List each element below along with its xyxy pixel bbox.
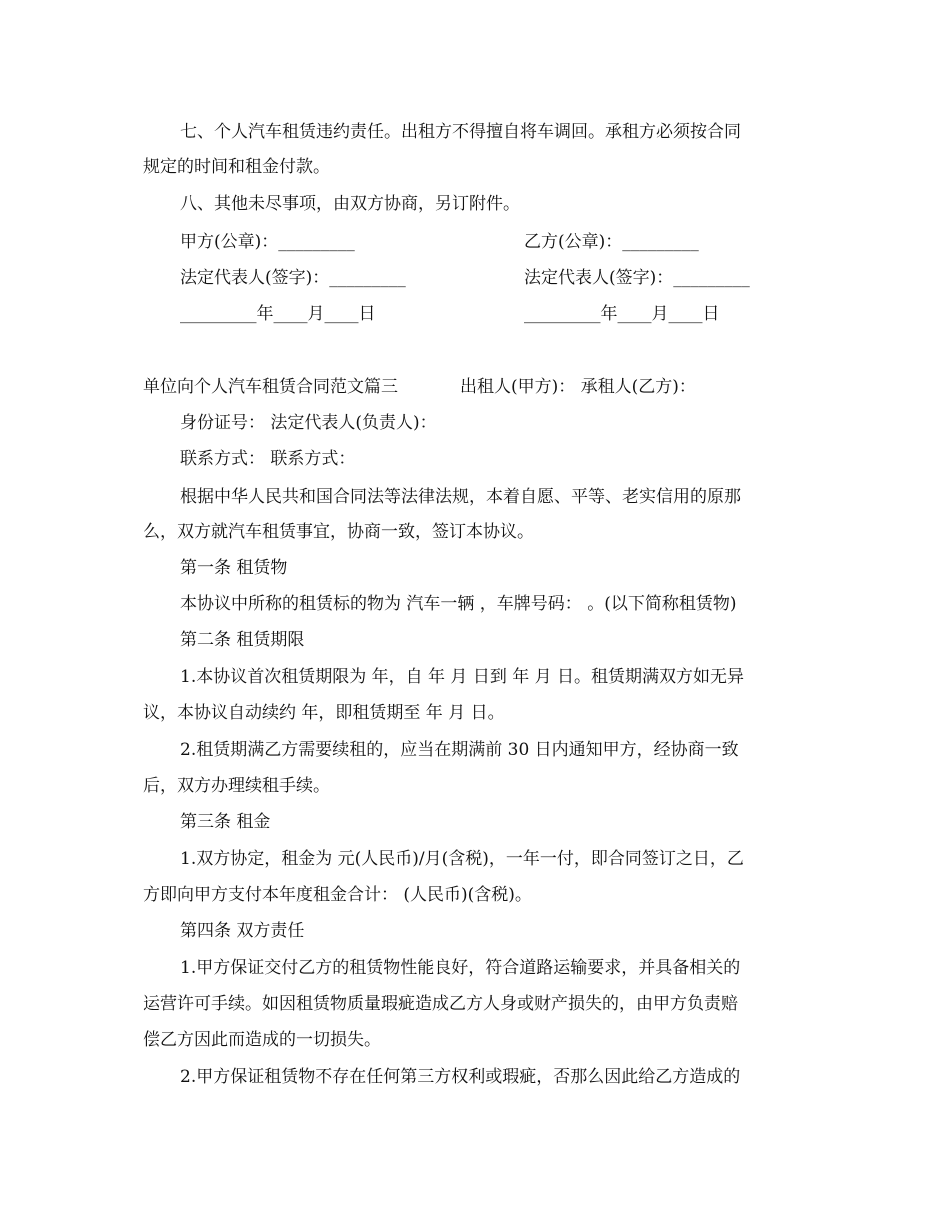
clause-8-line: 八、其他未尽事项，由双方协商，另订附件。 [180,194,520,214]
article-4-item-1-line-2: 运营许可手续。如因租赁物质量瑕疵造成乙方人身或财产损失的，由甲方负责赔 [143,994,738,1014]
preamble-line-2: 么，双方就汽车租赁事宜，协商一致，签订本协议。 [143,522,534,542]
article-4-heading: 第四条 双方责任 [180,921,305,941]
article-1-text: 本协议中所称的租赁标的物为 汽车一辆 ，车牌号码： 。(以下简称租赁物) [180,594,737,614]
lessor-lessee-line: 出租人(甲方)： 承租人(乙方)： [460,377,696,397]
article-2-item-2-line-1: 2.租赁期满乙方需要续租的，应当在期满前 30 日内通知甲方，经协商一致 [180,740,739,760]
article-2-heading: 第二条 租赁期限 [180,630,305,650]
article-4-item-1-line-1: 1.甲方保证交付乙方的租赁物性能良好，符合道路运输要求，并具备相关的 [180,958,741,978]
clause-7-line-2: 规定的时间和租金付款。 [143,157,330,177]
party-b-seal: 乙方(公章)：_________ [524,232,699,252]
article-2-item-1-line-1: 1.本协议首次租赁期限为 年，自 年 月 日到 年 月 日。租赁期满双方如无异 [180,667,745,687]
article-4-item-2-line-1: 2.甲方保证租赁物不存在任何第三方权利或瑕疵，否那么因此给乙方造成的 [180,1067,741,1087]
id-number-line: 身份证号： 法定代表人(负责人)： [180,413,437,433]
party-b-representative: 法定代表人(签字)：_________ [524,268,750,288]
contract-title: 单位向个人汽车租赁合同范文篇三 [143,377,398,397]
article-3-item-1-line-2: 方即向甲方支付本年度租金合计： (人民币)(含税)。 [143,885,532,905]
party-a-seal: 甲方(公章)：_________ [180,232,355,252]
clause-7-line-1: 七、个人汽车租赁违约责任。出租方不得擅自将车调回。承租方必须按合同 [180,122,741,142]
party-a-date: _________年____月____日 [180,304,376,324]
party-b-date: _________年____月____日 [524,304,720,324]
article-4-item-1-line-3: 偿乙方因此而造成的一切损失。 [143,1030,381,1050]
article-2-item-2-line-2: 后，双方办理续租手续。 [143,776,330,796]
contact-line: 联系方式： 联系方式： [180,449,356,469]
preamble-line-1: 根据中华人民共和国合同法等法律法规，本着自愿、平等、老实信用的原那 [180,487,741,507]
article-2-item-1-line-2: 议，本协议自动续约 年，即租赁期至 年 月 日。 [143,703,505,723]
party-a-representative: 法定代表人(签字)：_________ [180,268,406,288]
article-3-item-1-line-1: 1.双方协定，租金为 元(人民币)/月(含税)，一年一付，即合同签订之日，乙 [180,849,744,869]
article-1-heading: 第一条 租赁物 [180,558,288,578]
article-3-heading: 第三条 租金 [180,812,271,832]
